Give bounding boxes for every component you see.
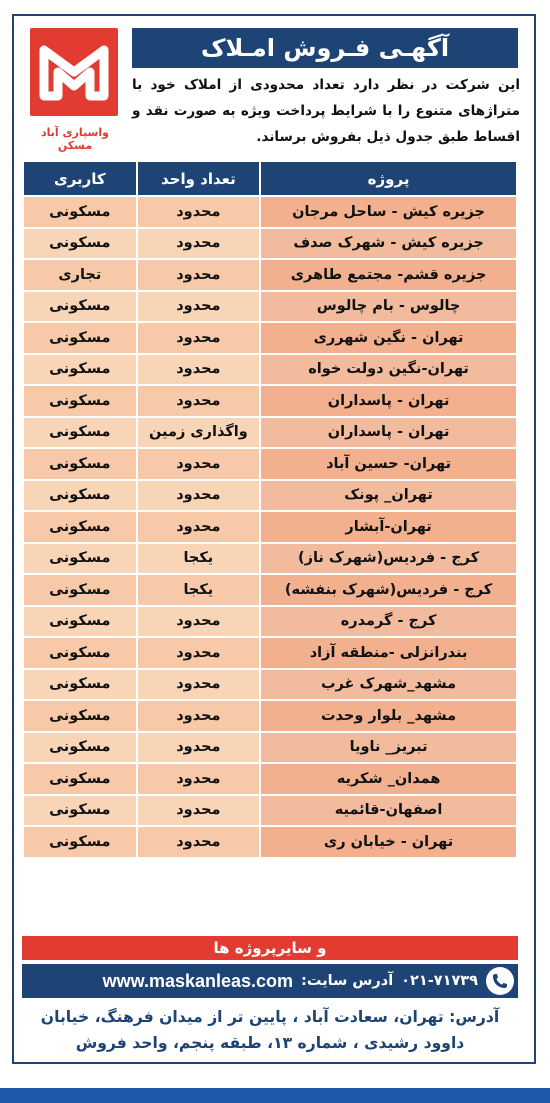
cell-use: تجاری xyxy=(23,259,137,291)
cell-project: تهران-نگین دولت خواه xyxy=(260,354,517,386)
table-row xyxy=(23,228,517,260)
table-row xyxy=(23,606,517,638)
address-text: آدرس: تهران، سعادت آباد ، پایین تر از میدان فرهنگ، خیابان داوود رشیدی ، شماره ۱۳، طبقه پنجم، واحد فروش xyxy=(40,1008,500,1052)
cell-count: محدود xyxy=(137,637,261,669)
m-logo-icon xyxy=(30,28,118,116)
header-use: کاربری xyxy=(23,161,137,196)
table-row xyxy=(23,732,517,764)
cell-project: مشهد_شهرک غرب xyxy=(260,669,517,701)
cell-project: چالوس - بام چالوس xyxy=(260,291,517,323)
cell-use: مسکونی xyxy=(23,480,137,512)
cell-count: محدود xyxy=(137,700,261,732)
cell-count: محدود xyxy=(137,259,261,291)
cell-count: محدود xyxy=(137,291,261,323)
cell-count: یکجا xyxy=(137,574,261,606)
cell-count: محدود xyxy=(137,511,261,543)
table-row xyxy=(23,354,517,386)
table-row xyxy=(23,637,517,669)
cell-project: تهران - نگین شهرری xyxy=(260,322,517,354)
table-row xyxy=(23,543,517,575)
table-header-row xyxy=(23,161,517,196)
cell-count: محدود xyxy=(137,322,261,354)
table-row xyxy=(23,417,517,449)
table-row xyxy=(23,480,517,512)
table-row xyxy=(23,322,517,354)
cell-project: تهران - پاسداران xyxy=(260,385,517,417)
cell-use: مسکونی xyxy=(23,669,137,701)
table-row xyxy=(23,574,517,606)
cell-count: محدود xyxy=(137,732,261,764)
cell-project: جزیره قشم- مجتمع طاهری xyxy=(260,259,517,291)
table-row xyxy=(23,700,517,732)
cell-use: مسکونی xyxy=(23,385,137,417)
cell-use: مسکونی xyxy=(23,228,137,260)
cell-count: محدود xyxy=(137,228,261,260)
cell-use: مسکونی xyxy=(23,511,137,543)
cell-use: مسکونی xyxy=(23,763,137,795)
cell-project: تهران_ پونک xyxy=(260,480,517,512)
cell-use: مسکونی xyxy=(23,637,137,669)
logo-caption: واسپاری آباد مسکن xyxy=(41,126,109,152)
cell-project: کرج - فردیس(شهرک ناز) xyxy=(260,543,517,575)
table-row xyxy=(23,196,517,228)
cell-project: کرج - فردیس(شهرک بنفشه) xyxy=(260,574,517,606)
cell-count: محدود xyxy=(137,606,261,638)
cell-count: یکجا xyxy=(137,543,261,575)
cell-count: محدود xyxy=(137,354,261,386)
cell-count: واگذاری زمین xyxy=(137,417,261,449)
cell-project: تبریز_ ناویا xyxy=(260,732,517,764)
cell-count: محدود xyxy=(137,669,261,701)
phone-number: ۰۲۱-۷۱۷۳۹ xyxy=(401,973,478,989)
cell-project: کرج - گرمدره xyxy=(260,606,517,638)
cell-use: مسکونی xyxy=(23,732,137,764)
cell-use: مسکونی xyxy=(23,448,137,480)
other-projects-banner: و سایرپروژه ها xyxy=(22,936,518,960)
cell-project: بندرانزلی -منطقه آزاد xyxy=(260,637,517,669)
table-row xyxy=(23,511,517,543)
cell-count: محدود xyxy=(137,826,261,858)
cell-use: مسکونی xyxy=(23,826,137,858)
cell-use: مسکونی xyxy=(23,417,137,449)
cell-count: محدود xyxy=(137,763,261,795)
cell-project: جزیره کیش - شهرک صدف xyxy=(260,228,517,260)
ad-title: آگهـی فـروش امـلاک xyxy=(132,28,518,68)
projects-table xyxy=(22,160,518,859)
header-count: تعداد واحد xyxy=(137,161,261,196)
cell-project: تهران - خیابان ری xyxy=(260,826,517,858)
cell-use: مسکونی xyxy=(23,543,137,575)
cell-use: مسکونی xyxy=(23,700,137,732)
table-row xyxy=(23,259,517,291)
table-row xyxy=(23,669,517,701)
cell-count: محدود xyxy=(137,480,261,512)
cell-count: محدود xyxy=(137,448,261,480)
table-row xyxy=(23,763,517,795)
table-row xyxy=(23,795,517,827)
intro-text: این شرکت در نظر دارد تعداد محدودی از املاک خود با متراژهای متنوع را با شرایط پرداخت ویژه به صورت نقد و اقساط طبق جدول ذیل بفروش برساند. xyxy=(132,77,520,145)
table-row xyxy=(23,826,517,858)
phone-icon xyxy=(486,967,514,995)
company-logo xyxy=(25,28,125,150)
cell-count: محدود xyxy=(137,385,261,417)
cell-use: مسکونی xyxy=(23,606,137,638)
contact-bar xyxy=(22,964,518,998)
cell-project: تهران- حسین آباد xyxy=(260,448,517,480)
cell-use: مسکونی xyxy=(23,322,137,354)
table-row xyxy=(23,291,517,323)
header-project: پروژه xyxy=(260,161,517,196)
cell-use: مسکونی xyxy=(23,795,137,827)
table-row xyxy=(23,448,517,480)
cell-use: مسکونی xyxy=(23,291,137,323)
cell-count: محدود xyxy=(137,196,261,228)
cell-project: اصفهان-قائمیه xyxy=(260,795,517,827)
cell-count: محدود xyxy=(137,795,261,827)
cell-project: مشهد_ بلوار وحدت xyxy=(260,700,517,732)
cell-project: تهران-آبشار xyxy=(260,511,517,543)
bottom-bar xyxy=(0,1088,550,1103)
cell-use: مسکونی xyxy=(23,196,137,228)
cell-project: همدان_ شکریه xyxy=(260,763,517,795)
cell-use: مسکونی xyxy=(23,574,137,606)
cell-project: جزیره کیش - ساحل مرجان xyxy=(260,196,517,228)
cell-project: تهران - پاسداران xyxy=(260,417,517,449)
site-url[interactable]: www.maskanleas.com xyxy=(102,970,294,991)
site-label: آدرس سایت: xyxy=(301,973,394,989)
table-row xyxy=(23,385,517,417)
cell-use: مسکونی xyxy=(23,354,137,386)
